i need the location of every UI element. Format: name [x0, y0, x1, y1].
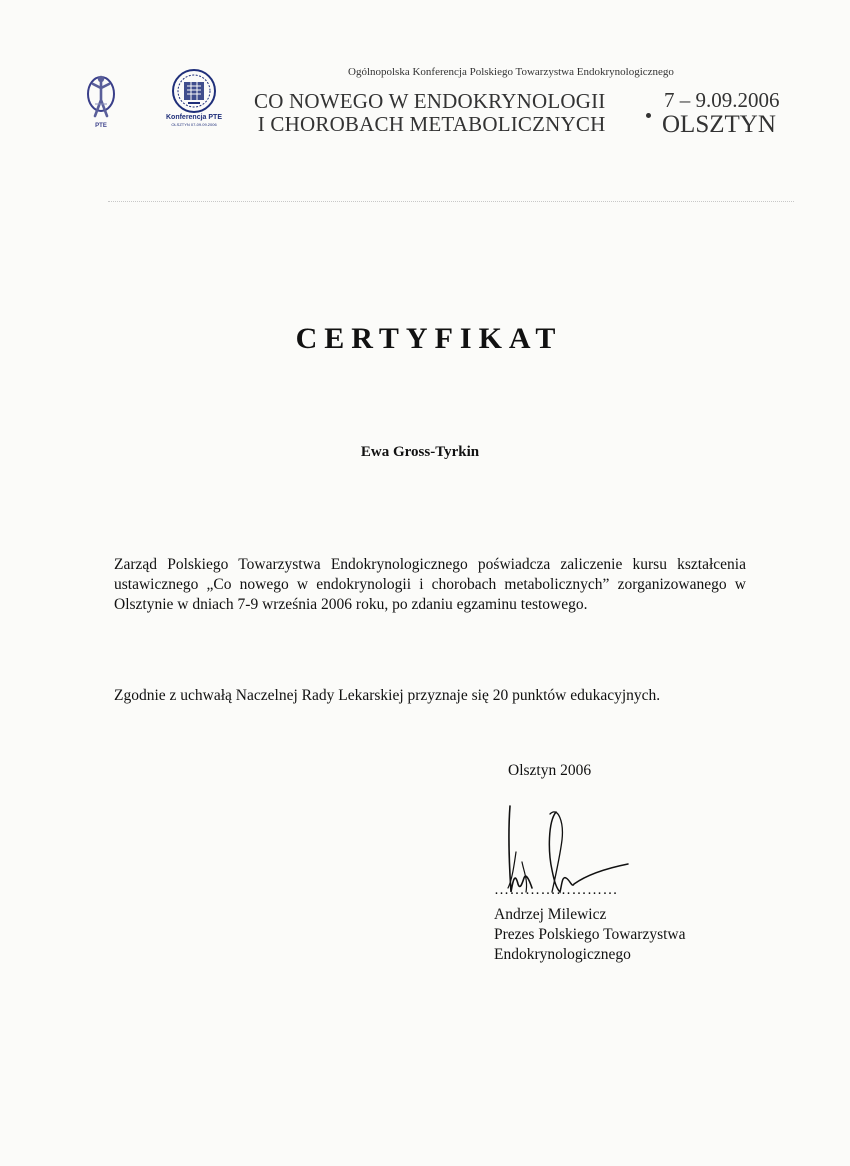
conference-city: OLSZTYN	[662, 111, 776, 138]
signer-name: Andrzej Milewicz	[494, 906, 607, 923]
pte-logo	[80, 70, 122, 134]
conference-dates: 7 – 9.09.2006	[664, 88, 780, 112]
signer-block	[494, 905, 685, 965]
conference-emblem-logo-icon	[171, 68, 217, 114]
place-date: Olsztyn 2006	[508, 762, 592, 779]
signer-role-line2: Endokrynologicznego	[494, 946, 631, 963]
signer-role-line1: Prezes Polskiego Towarzystwa	[494, 926, 686, 943]
header-divider	[108, 201, 794, 202]
certificate-body: Zarząd Polskiego Towarzystwa Endokrynologicznego poświadcza zaliczenie kursu kształcenia ustawicznego „Co nowego w endokrynologii i chorobach metabolicznych” zorganizowanego w Olsztynie w dniach 7-9 września 2006 roku, po zdaniu egzaminu testowego.	[114, 556, 746, 613]
pte-figure-logo-icon	[80, 70, 122, 122]
signature-line: ……………………	[494, 882, 618, 898]
conference-title-line1: CO NOWEGO W ENDOKRYNOLOGII	[254, 89, 606, 113]
certificate-title: CERTYFIKAT	[295, 322, 563, 355]
conference-title-line2: I CHOROBACH METABOLICZNYCH	[257, 112, 606, 136]
pte-logo-caption: PTE	[95, 123, 107, 129]
recipient-name: Ewa Gross-Tyrkin	[360, 444, 480, 460]
conference-subtitle: Ogólnopolska Konferencja Polskiego Towarzystwa Endokrynologicznego	[348, 66, 674, 78]
conference-title	[254, 90, 605, 136]
conference-logo-caption: Konferencja PTE	[165, 114, 222, 121]
separator-dot	[646, 113, 651, 118]
education-points: Zgodnie z uchwałą Naczelnej Rady Lekarskiej przyznaje się 20 punktów edukacyjnych.	[114, 687, 661, 704]
conference-logo	[162, 68, 226, 134]
conference-logo-subcaption: OLSZTYN 07-09.09.2006	[171, 122, 217, 127]
